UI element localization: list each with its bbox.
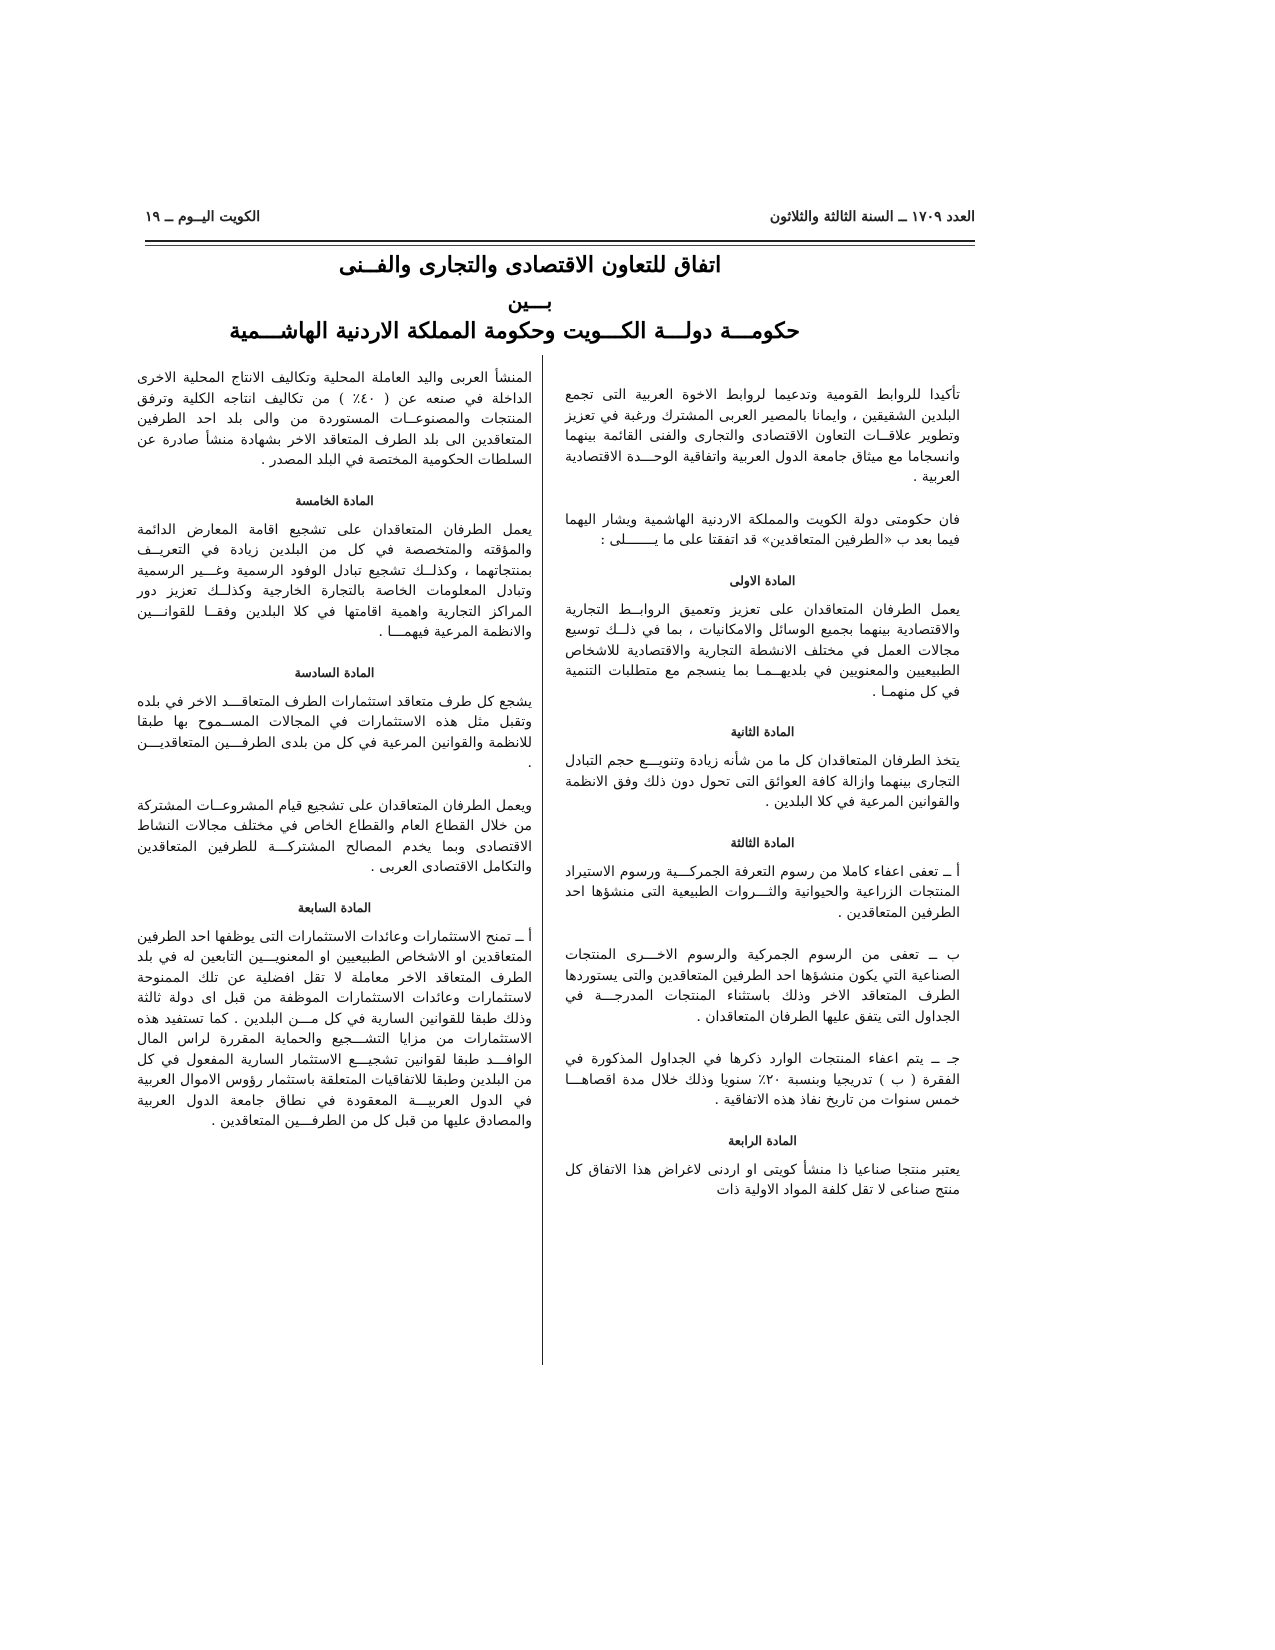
article-7-text: أ ــ تمنح الاستثمارات وعائدات الاستثمارات التى يوظفها احد الطرفين المتعاقدين او الاشخاص الطبيعيين او المعنويـــين التابعين له في بلد الطرف المتعاقد الاخر معاملة لا تقل افضلية عن تلك الممنوحة لاستثمارات وعائدات الاستثمارات الموظفة من قبل اى دولة ثالثة وذلك طبقا للقوانين السارية في كل مـــن البلدين . كما تستفيد هذه الاستثمارات من مزايا التشـــجيع والحماية المقررة لراس المال الوافـــد طبقا لقوانين تشجيـــع الاستثمار السارية المفعول في كل من البلدين وطبقا للاتفاقيات المتعلقة باستثمار رؤوس الاموال العربية في الدول العربيـــة المعقودة في نطاق جامعة الدول العربية والمصادق عليها من قبل كل من الطرفـــين المتعاقدين .	[137, 928, 532, 1129]
agreement-title-between: بـــين	[507, 289, 553, 313]
agreement-title: اتفاق للتعاون الاقتصادى والتجارى والفــنى	[338, 252, 722, 278]
newspaper-name-page-number: الكويت اليــوم ــ ١٩	[145, 209, 261, 225]
article-5-heading: المادة الخامسة	[295, 492, 374, 508]
column-divider	[542, 355, 543, 1365]
preamble-paragraph: تأكيدا للروابط القومية وتدعيما لروابط الاخوة العربية التى تجمع البلدين الشقيقين ، وايمانا بالمصير العربى المشترك ورغبة في تعزيز وتطوير علاقــات التعاون الاقتصادى والتجارى والفنى القائمة بينهما وانسجاما مع ميثاق جامعة الدول العربية واتفاقية الوحـــدة الاقتصادية العربية .	[565, 387, 960, 485]
article-1-heading: المادة الاولى	[729, 572, 796, 588]
article-3-heading: المادة الثالثة	[730, 834, 795, 850]
article-4-continuation: المنشأ العربى واليد العاملة المحلية وتكاليف الانتاج المحلية الاخرى الداخلة في صنعه عن ( ٤٠٪ ) من تكاليف انتاجه الكلية وترفق المنتجات والمصنوعــات المستوردة من والى بلد احد الطرفين المتعاقدين الى بلد الطرف المتعاقد الاخر بشهادة منشأ صادرة عن السلطات الحكومية المختصة في البلد المصدر .	[137, 370, 532, 468]
article-6-text-1: يشجع كل طرف متعاقد استثمارات الطرف المتعاقـــد الاخر في بلده وتقبل مثل هذه الاستثمارات في المجالات المســموح بها طبقا للانظمة والقوانين المرعية في كل من بلدى الطرفـــين المتعاقديـــن .	[137, 693, 532, 771]
article-4-text: يعتبر منتجا صناعيا ذا منشأ كويتى او اردنى لاغراض هذا الاتفاق كل منتج صناعى لا تقل كلفة المواد الاولية ذات	[565, 1161, 960, 1198]
header-rule	[145, 240, 975, 242]
agreement-parties-title: حكومـــة دولـــة الكـــويت وحكومة المملكة الاردنية الهاشـــمية	[229, 318, 800, 344]
article-6-text-2: ويعمل الطرفان المتعاقدان على تشجيع قيام المشروعــات المشتركة من خلال القطاع العام والقطاع الخاص في مختلف مجالات النشاط الاقتصادى وبما يخدم المصالح المشتركـــة للطرفين المتعاقدين والتكامل الاقتصادى العربى .	[137, 797, 532, 875]
article-3-clause-c: جـ ــ يتم اعفاء المنتجات الوارد ذكرها في الجداول المذكورة في الفقرة ( ب ) تدريجيا وبنسبة ٢٠٪ سنويا وذلك خلال مدة اقصاهـــا خمس سنوات من تاريخ نفاذ هذه الاتفاقية .	[565, 1051, 960, 1108]
article-1-text: يعمل الطرفان المتعاقدان على تعزيز وتعميق الروابــط التجارية والاقتصادية بينهما بجميع الوسائل والامكانيات ، بما في ذلــك توسيع مجالات العمل في مختلف الانشطة التجارية والاقتصادية للاشخاص الطبيعيين والمعنويين في بلديهــمـا بما ينسجم مع متطلبات التنمية في كل منهمـا .	[565, 601, 960, 700]
article-3-clause-a: أ ــ تعفى اعفاء كاملا من رسوم التعرفة الجمركـــية ورسوم الاستيراد المنتجات الزراعية والحيوانية والثـــروات الطبيعية التى منشؤها احد الطرفين المتعاقدين .	[565, 863, 960, 921]
parties-paragraph: فان حكومتى دولة الكويت والمملكة الاردنية الهاشمية ويشار اليهما فيما بعد ب «الطرفين المتعاقدين» قد اتفقتا على ما يـــــــلى :	[565, 511, 960, 548]
article-7-heading: المادة السابعة	[297, 899, 372, 915]
page-header	[145, 209, 975, 233]
article-5-text: يعمل الطرفان المتعاقدان على تشجيع اقامة المعارض الدائمة والمؤقته والمتخصصة في كل من البلدين زيادة في التعريــف بمنتجاتهما ، وكذلــك تشجيع تبادل الوفود الرسمية وغـــير الرسمية وتبادل المعلومات الخاصة بالتجارة الخارجية وكذلــك تعزيز دور المراكز التجارية واهمية اقامتها في كلا البلدين وفقــا للقوانـــين والانظمة المرعية فيهمـــا .	[137, 521, 532, 640]
article-4-heading: المادة الرابعة	[728, 1132, 797, 1148]
header-rule-thin	[145, 245, 975, 246]
article-3-clause-b: ب ــ تعفى من الرسوم الجمركية والرسوم الاخـــرى المنتجات الصناعية التي يكون منشؤها احد الطرفين المتعاقدين والتى يستوردها الطرف المتعاقد الاخر وذلك باستثناء المنتجات المدرجـــة في الجداول التى يتفق عليها الطرفان المتعاقدان .	[565, 947, 960, 1025]
right-column	[565, 385, 960, 1223]
article-2-heading: المادة الثانية	[730, 724, 795, 739]
article-6-heading: المادة السادسة	[294, 664, 375, 680]
article-2-text: يتخذ الطرفان المتعاقدان كل ما من شأنه زيادة وتنويـــع حجم التبادل التجارى بينهما وازالة كافة العوائق التى تحول دون ذلك وفق الانظمة والقوانين المرعية في كلا البلدين .	[565, 753, 960, 810]
left-column	[137, 368, 532, 1154]
issue-info: العدد ١٧٠٩ ــ السنة الثالثة والثلاثون	[769, 209, 975, 225]
